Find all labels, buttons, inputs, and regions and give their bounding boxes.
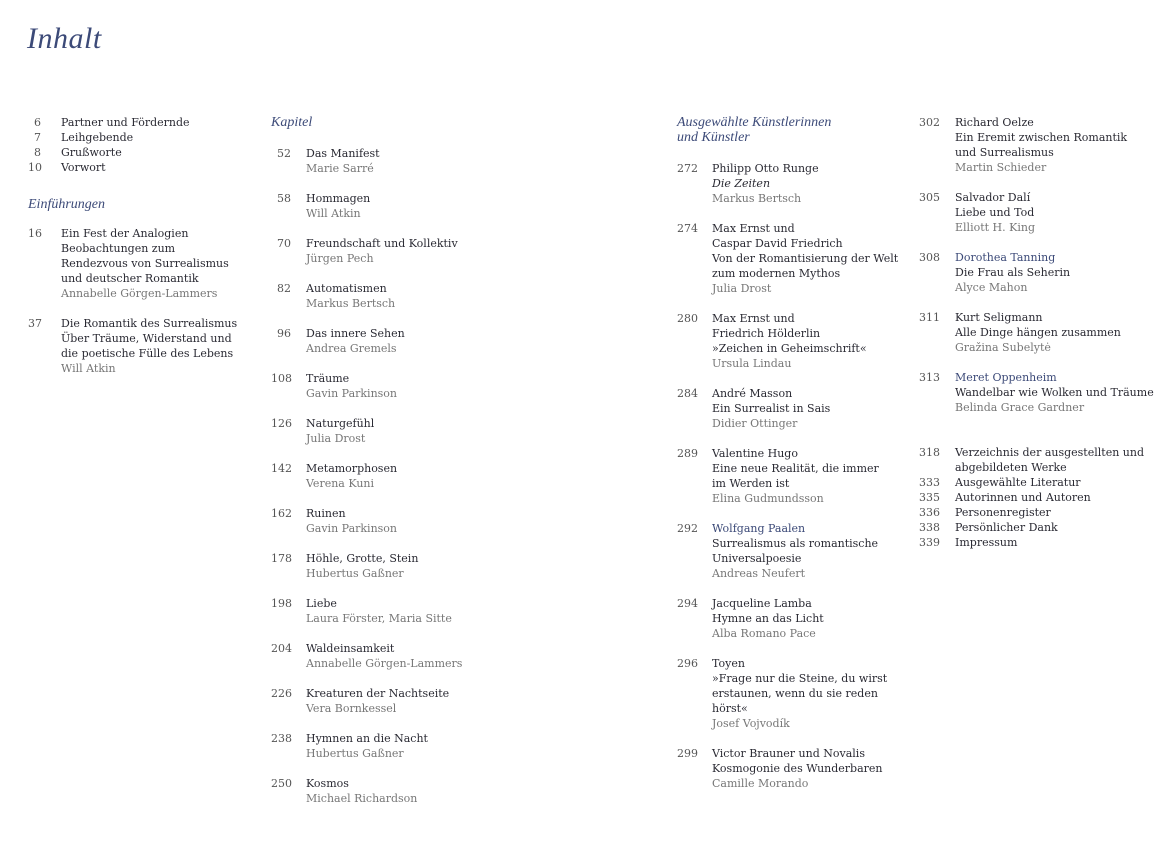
page-number: 335 xyxy=(919,491,940,504)
essay-title: Die Zeiten xyxy=(712,177,771,190)
essay-title: im Werden ist xyxy=(712,477,790,490)
essay-title: Alle Dinge hängen zusammen xyxy=(955,326,1121,339)
kapitel-list xyxy=(271,146,661,806)
entry-author: Markus Bertsch xyxy=(306,297,396,310)
artist-name: André Masson xyxy=(712,387,793,400)
entry-title: Grußworte xyxy=(61,146,122,159)
toc-entry[interactable] xyxy=(677,521,907,581)
toc-entry[interactable] xyxy=(28,316,248,376)
entry-author: Alba Romano Pace xyxy=(712,627,816,640)
toc-entry[interactable] xyxy=(919,445,1164,475)
entry-title: Liebe xyxy=(306,597,337,610)
page-number: 272 xyxy=(677,162,698,175)
essay-title: Wandelbar wie Wolken und Träume xyxy=(955,386,1154,399)
entry-author: Jürgen Pech xyxy=(306,252,374,265)
entry-author: Michael Richardson xyxy=(306,792,418,805)
front-matter-list xyxy=(28,115,248,175)
page-number: 313 xyxy=(919,371,940,384)
column-front-matter xyxy=(28,115,248,376)
artist-name: Caspar David Friedrich xyxy=(712,237,843,250)
entry-author: Andreas Neufert xyxy=(712,567,806,580)
toc-entry[interactable] xyxy=(919,250,1164,295)
artist-name: Friedrich Hölderlin xyxy=(712,327,821,340)
entry-title: Das innere Sehen xyxy=(306,327,405,340)
entry-title: Partner und Fördernde xyxy=(61,116,190,129)
entry-author: Josef Vojvodík xyxy=(712,717,790,730)
entry-title: Das Manifest xyxy=(306,147,380,160)
page-number: 58 xyxy=(277,192,291,205)
entry-author: Elliott H. King xyxy=(955,221,1035,234)
entry-subtitle-line: Über Träume, Widerstand und xyxy=(61,332,232,345)
artist-name: Max Ernst und xyxy=(712,222,795,235)
entry-subtitle-line: die poetische Fülle des Lebens xyxy=(61,347,234,360)
toc-entry[interactable] xyxy=(271,281,661,311)
entry-author: Vera Bornkessel xyxy=(306,702,397,715)
page-number: 292 xyxy=(677,522,698,535)
page-number: 280 xyxy=(677,312,698,325)
entry-title-line: Autorinnen und Autoren xyxy=(955,491,1091,504)
toc-entry[interactable] xyxy=(271,731,661,761)
entry-subtitle-line: Rendezvous von Surrealismus xyxy=(61,257,229,270)
column-kapitel xyxy=(271,115,661,806)
essay-title: Surrealismus als romantische xyxy=(712,537,879,550)
page-number: 302 xyxy=(919,116,940,129)
essay-title: und Surrealismus xyxy=(955,146,1054,159)
toc-entry[interactable] xyxy=(28,145,248,160)
toc-entry[interactable] xyxy=(271,776,661,806)
page-number: 336 xyxy=(919,506,940,519)
entry-title: Kosmos xyxy=(306,777,349,790)
section-heading-einfuehrungen: Einführungen xyxy=(28,197,105,212)
toc-entry[interactable] xyxy=(271,686,661,716)
page-number: 305 xyxy=(919,191,940,204)
entry-title-line: Ein Fest der Analogien xyxy=(61,227,189,240)
toc-entry[interactable] xyxy=(271,371,661,401)
artist-name: Victor Brauner und Novalis xyxy=(712,747,865,760)
page-number: 7 xyxy=(34,131,41,144)
toc-entry[interactable] xyxy=(677,161,907,206)
page-number: 96 xyxy=(277,327,291,340)
page-number: 299 xyxy=(677,747,698,760)
toc-entry[interactable] xyxy=(919,310,1164,355)
artist-name: Jacqueline Lamba xyxy=(712,597,812,610)
heading-line: und Künstler xyxy=(677,130,750,145)
entry-author: Verena Kuni xyxy=(306,477,375,490)
toc-entry[interactable] xyxy=(271,641,661,671)
essay-title: »Frage nur die Steine, du wirst xyxy=(712,672,888,685)
entry-author: Martin Schieder xyxy=(955,161,1047,174)
page-number: 284 xyxy=(677,387,698,400)
page-number: 8 xyxy=(34,146,41,159)
entry-title: Höhle, Grotte, Stein xyxy=(306,552,419,565)
toc-entry[interactable] xyxy=(677,596,907,641)
entry-title-line: Persönlicher Dank xyxy=(955,521,1058,534)
essay-title: Eine neue Realität, die immer xyxy=(712,462,879,475)
toc-entry[interactable] xyxy=(919,535,1164,550)
artist-name: Toyen xyxy=(712,657,745,670)
entry-author: Andrea Gremels xyxy=(306,342,397,355)
toc-entry[interactable] xyxy=(271,596,661,626)
entry-author: Didier Ottinger xyxy=(712,417,798,430)
page-number: 250 xyxy=(271,777,292,790)
page-number: 162 xyxy=(271,507,292,520)
essay-title: erstaunen, wenn du sie reden hörst« xyxy=(712,687,878,715)
entry-author: Gražina Subelytė xyxy=(955,341,1051,354)
artist-name: Wolfgang Paalen xyxy=(712,522,806,535)
essay-title: Kosmogonie des Wunderbaren xyxy=(712,762,883,775)
entry-author: Alyce Mahon xyxy=(955,281,1028,294)
toc-entry[interactable] xyxy=(919,520,1164,535)
entry-title: Leihgebende xyxy=(61,131,134,144)
toc-entry[interactable] xyxy=(271,461,661,491)
page-number: 294 xyxy=(677,597,698,610)
essay-title: Universalpoesie xyxy=(712,552,802,565)
page-number: 82 xyxy=(277,282,291,295)
artist-name: Max Ernst und xyxy=(712,312,795,325)
page-number: 6 xyxy=(34,116,41,129)
page-number: 339 xyxy=(919,536,940,549)
page-number: 178 xyxy=(271,552,292,565)
toc-entry[interactable] xyxy=(271,191,661,221)
toc-entry[interactable] xyxy=(271,416,661,446)
essay-title: Ein Surrealist in Sais xyxy=(712,402,831,415)
toc-entry[interactable] xyxy=(919,490,1164,505)
entry-title: Vorwort xyxy=(61,161,106,174)
page-number: 296 xyxy=(677,657,698,670)
toc-entry[interactable] xyxy=(271,326,661,356)
essay-title: Hymne an das Licht xyxy=(712,612,824,625)
entry-title: Hommagen xyxy=(306,192,371,205)
artist-list xyxy=(919,115,1164,415)
page-number: 289 xyxy=(677,447,698,460)
artist-name: Dorothea Tanning xyxy=(955,251,1056,264)
artist-list xyxy=(677,161,907,791)
page-number: 142 xyxy=(271,462,292,475)
entry-author: Elina Gudmundsson xyxy=(712,492,824,505)
toc-entry[interactable] xyxy=(919,115,1164,175)
toc-entry[interactable] xyxy=(28,160,248,175)
essay-title: Von der Romantisierung der Welt xyxy=(712,252,899,265)
entry-author: Laura Förster, Maria Sitte xyxy=(306,612,452,625)
page-number: 318 xyxy=(919,446,940,459)
entry-author: Ursula Lindau xyxy=(712,357,792,370)
page-number: 198 xyxy=(271,597,292,610)
back-matter-list xyxy=(919,445,1164,550)
essay-title: Ein Eremit zwischen Romantik xyxy=(955,131,1128,144)
entry-author: Camille Morando xyxy=(712,777,809,790)
entry-title-line: Die Romantik des Surrealismus xyxy=(61,317,238,330)
page-number: 10 xyxy=(28,161,42,174)
toc-entry[interactable] xyxy=(271,551,661,581)
entry-author: Annabelle Görgen-Lammers xyxy=(306,657,463,670)
artist-name: Meret Oppenheim xyxy=(955,371,1057,384)
page-number: 333 xyxy=(919,476,940,489)
entry-title-line: Ausgewählte Literatur xyxy=(955,476,1081,489)
entry-title-line: Verzeichnis der ausgestellten und xyxy=(955,446,1144,459)
toc-entry[interactable] xyxy=(271,236,661,266)
entry-author: Julia Drost xyxy=(306,432,366,445)
entry-subtitle-line: Beobachtungen zum xyxy=(61,242,176,255)
toc-entry[interactable] xyxy=(677,746,907,791)
page-number: 52 xyxy=(277,147,291,160)
page-number: 37 xyxy=(28,317,42,330)
entry-subtitle-line: und deutscher Romantik xyxy=(61,272,199,285)
page-number: 108 xyxy=(271,372,292,385)
page-number: 308 xyxy=(919,251,940,264)
essay-title: »Zeichen in Geheimschrift« xyxy=(712,342,867,355)
entry-title: Ruinen xyxy=(306,507,346,520)
page-number: 70 xyxy=(277,237,291,250)
entry-title: Hymnen an die Nacht xyxy=(306,732,428,745)
page-number: 16 xyxy=(28,227,42,240)
entry-author: Gavin Parkinson xyxy=(306,387,398,400)
toc-entry[interactable] xyxy=(919,190,1164,235)
toc-entry[interactable] xyxy=(919,475,1164,490)
entry-author: Belinda Grace Gardner xyxy=(955,401,1085,414)
toc-entry[interactable] xyxy=(677,311,907,371)
entry-author: Julia Drost xyxy=(712,282,772,295)
entry-title: Kreaturen der Nachtseite xyxy=(306,687,450,700)
section-heading-kuenstler xyxy=(677,115,907,145)
artist-name: Valentine Hugo xyxy=(712,447,798,460)
entry-title: Automatismen xyxy=(306,282,387,295)
essay-title: zum modernen Mythos xyxy=(712,267,841,280)
column-kuenstler xyxy=(677,115,907,791)
entry-author: Hubertus Gaßner xyxy=(306,747,404,760)
entry-author: Will Atkin xyxy=(61,362,116,375)
entry-author: Annabelle Görgen-Lammers xyxy=(61,287,218,300)
page-number: 311 xyxy=(919,311,940,324)
entry-title: Waldeinsamkeit xyxy=(306,642,395,655)
entry-title-line: Impressum xyxy=(955,536,1018,549)
page-number: 238 xyxy=(271,732,292,745)
column-kuenstler-continued xyxy=(919,115,1164,550)
artist-name: Salvador Dalí xyxy=(955,191,1031,204)
page-title: Inhalt xyxy=(27,22,102,55)
artist-name: Kurt Seligmann xyxy=(955,311,1043,324)
entry-title: Naturgefühl xyxy=(306,417,375,430)
entry-author: Markus Bertsch xyxy=(712,192,802,205)
artist-name: Philipp Otto Runge xyxy=(712,162,819,175)
entry-author: Hubertus Gaßner xyxy=(306,567,404,580)
toc-entry[interactable] xyxy=(677,656,907,731)
page-number: 126 xyxy=(271,417,292,430)
page-number: 226 xyxy=(271,687,292,700)
section-heading-kapitel: Kapitel xyxy=(271,115,313,130)
entry-title: Träume xyxy=(306,372,350,385)
entry-title: Freundschaft und Kollektiv xyxy=(306,237,458,250)
entry-title: Metamorphosen xyxy=(306,462,398,475)
essay-title: Liebe und Tod xyxy=(955,206,1035,219)
entry-author: Marie Sarré xyxy=(306,162,374,175)
toc-entry[interactable] xyxy=(28,115,248,130)
toc-entry[interactable] xyxy=(28,226,248,301)
toc-entry[interactable] xyxy=(271,506,661,536)
toc-entry[interactable] xyxy=(677,386,907,431)
heading-line: Ausgewählte Künstlerinnen xyxy=(677,115,832,130)
entry-title-line: abgebildeten Werke xyxy=(955,461,1067,474)
toc-entry[interactable] xyxy=(677,446,907,506)
entry-title-line: Personenregister xyxy=(955,506,1051,519)
page-number: 204 xyxy=(271,642,292,655)
entry-author: Will Atkin xyxy=(306,207,361,220)
artist-name: Richard Oelze xyxy=(955,116,1034,129)
toc-entry[interactable] xyxy=(919,505,1164,520)
page-number: 338 xyxy=(919,521,940,534)
entry-author: Gavin Parkinson xyxy=(306,522,398,535)
toc-entry[interactable] xyxy=(919,370,1164,415)
toc-entry[interactable] xyxy=(677,221,907,296)
essay-title: Die Frau als Seherin xyxy=(955,266,1071,279)
page-number: 274 xyxy=(677,222,698,235)
toc-entry[interactable] xyxy=(28,130,248,145)
toc-entry[interactable] xyxy=(271,146,661,176)
